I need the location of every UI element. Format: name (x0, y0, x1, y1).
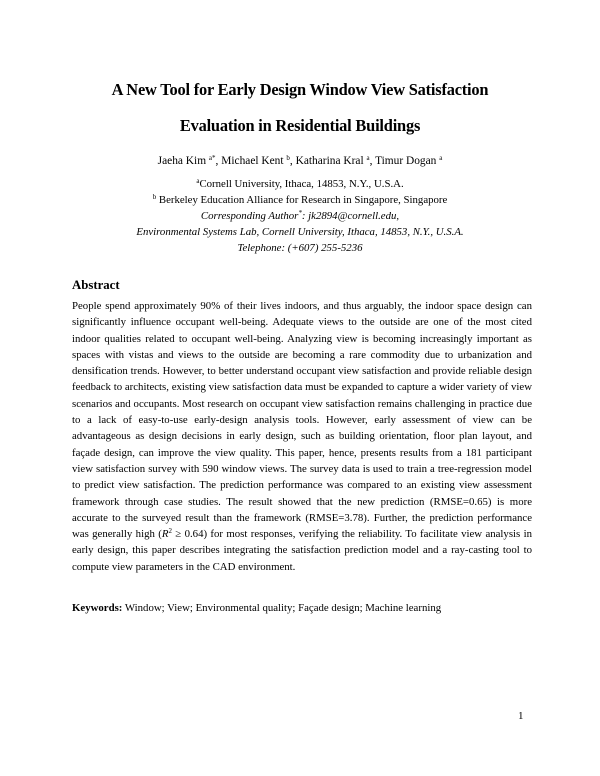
corresponding-marker: * (298, 209, 302, 217)
keywords (72, 602, 532, 614)
corresponding-author (0, 210, 600, 222)
keywords-label: Keywords: (72, 602, 123, 614)
abstract-text: People spend approximately 90% of their lives indoors, and thus arguably, the indoor space design can significantly influence occupant well-being. Adequate views to the outside are one of the most cited indoor qualities related to occupant well-being. Analyzing view is becoming increasingly important as spaces with vistas and views to the outside are becoming a rare commodity due to urbanization and densification trends. However, to better understand occupant view satisfaction and provide reliable design feedback to architects, existing view satisfaction data must be expanded to capture a wider variety of view scenarios and occupants. Most research on occupant view satisfaction remains challenging in practice due to a lack of easy-to-use early-design analysis tools. However, early assessment of view can be advantageous as design decisions in early design, such as building orientation, floor plan layout, and façade design, can improve the view quality. This paper, hence, presents results from a 181 participant view satisfaction survey with 590 window views. The survey data is used to train a tree-regression model to predict view satisfaction. The prediction performance was compared to an existing view assessment framework through case studies. The result showed that the new prediction (RMSE=0.65) is more accurate to the surveyed result than the framework (RMSE=3.78). Further, the prediction performance was generally high ( (72, 300, 532, 541)
affiliation-a (0, 178, 600, 190)
paper-title-line-1: A New Tool for Early Design Window View Satisfaction (111, 80, 489, 99)
abstract-heading: Abstract (72, 278, 120, 292)
author-separator: , (369, 155, 376, 167)
lab-affiliation: Environmental Systems Lab, Cornell University, Ithaca, 14853, N.Y., U.S.A. (136, 226, 464, 238)
page-number: 1 (518, 710, 524, 722)
keywords-text: Window; View; Environmental quality; Façade design; Machine learning (122, 602, 442, 614)
r-squared-symbol: R (161, 528, 169, 541)
author-name: Timur Dogan (375, 155, 437, 167)
affiliation-marker: a (196, 177, 200, 185)
abstract-body (72, 298, 532, 575)
affiliation-text: Berkeley Education Alliance for Research in Singapore, Singapore (158, 194, 448, 206)
affiliation-marker: b (152, 193, 157, 201)
telephone: Telephone: (+607) 255-5236 (237, 242, 363, 254)
author-separator: , (289, 155, 296, 167)
author-affiliation-marker: a* (208, 154, 216, 162)
abstract-text-continued: ≥ 0.64) for most responses, verifying the reliability. To facilitate view analysis in early design, this paper describes integrating the satisfaction prediction model and a ray-casting tool to compute view parameters in the CAD environment. (72, 528, 532, 573)
author-separator: , (215, 155, 222, 167)
author-name: Michael Kent (221, 155, 284, 167)
author-affiliation-marker: a (366, 154, 370, 162)
author-name: Katharina Kral (295, 155, 364, 167)
affiliation-b (0, 194, 600, 206)
author-list (0, 155, 600, 167)
corresponding-label: Corresponding Author (200, 210, 299, 222)
author-name: Jaeha Kim (157, 155, 207, 167)
corresponding-email: : jk2894@cornell.edu, (301, 210, 400, 222)
author-affiliation-marker: a (439, 154, 443, 162)
author-affiliation-marker: b (286, 154, 290, 162)
affiliation-text: Cornell University, Ithaca, 14853, N.Y., U.S.A. (199, 178, 404, 190)
r-squared-exponent: 2 (168, 527, 172, 536)
paper-title-line-2: Evaluation in Residential Buildings (179, 116, 421, 135)
